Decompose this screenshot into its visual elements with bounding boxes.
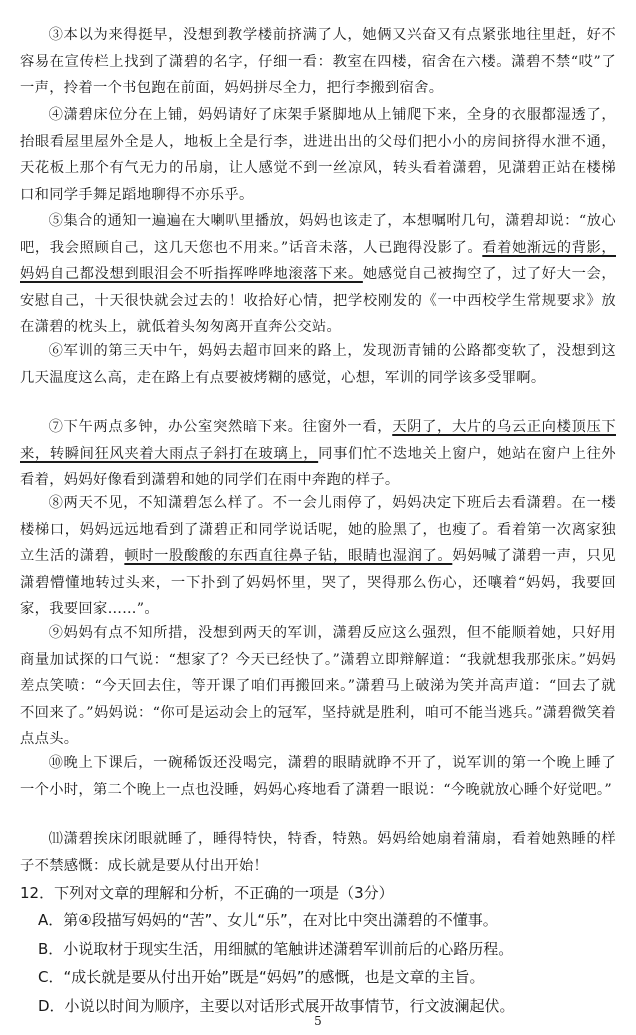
paragraph-8-text-b: 妈妈喊了潇碧一声，只见潇碧懵懂地转过头来，一下扑到了妈妈怀里，哭了，哭得那么伤心，还嚷着“妈妈，我要回家，我要回家……”。 <box>20 548 616 618</box>
question-12-title: 12．下列对文章的理解和分析，不正确的一项是（3分） <box>20 884 394 902</box>
page-number: 5 <box>314 1014 322 1028</box>
option-a[interactable]: A．第④段描写妈妈的“苦”、女儿“乐”，在对比中突出潇碧的不懂事。 <box>38 911 498 929</box>
paragraph-7-text-a: ⑦下午两点多钟，办公室突然暗下来。往窗外一看， <box>48 419 393 435</box>
paragraph-10: ⑩晚上下课后，一碗稀饭还没喝完，潇碧的眼睛就睁不开了，说军训的第一个晚上睡了一个小时，第二个晚上一点也没睡，妈妈心疼地看了潇碧一眼说：“今晚就放心睡个好觉吧。” <box>20 755 616 798</box>
paragraph-5-text-a: ⑤集合的通知一遍遍在大喇叭里播放，妈妈也该走了，本想嘱咐几句，潇碧却说：“放心吧，我会照顾自己，这几天您也不用来。”话音未落，人已跑得没影了。 <box>20 213 616 256</box>
paragraph-7-underlined: 天阴了，大片的乌云正向楼顶压下来，转瞬间狂风夹着大雨点子斜打在玻璃上， <box>20 419 616 462</box>
paragraph-11: ⑾潇碧挨床闭眼就睡了，睡得特快，特香，特熟。妈妈给她扇着蒲扇，看着她熟睡的样子不禁感慨：成长就是要从付出开始！ <box>20 831 616 874</box>
option-d[interactable]: D．小说以时间为顺序，主要以对话形式展开故事情节，行文波澜起伏。 <box>38 996 515 1015</box>
paragraph-8-underlined: 顿时一股酸酸的东西直往鼻子钻，眼睛也湿润了。 <box>124 548 453 565</box>
paragraph-5-underlined: 看着她渐远的背影，妈妈自己都没想到眼泪会不听指挥哗哗地滚落下来。 <box>20 239 616 283</box>
paragraph-8 <box>20 490 616 623</box>
question-12-options <box>38 906 618 1020</box>
paragraph-7 <box>20 414 616 494</box>
option-c[interactable]: C．“成长就是要从付出开始”既是“妈妈”的感慨，也是文章的主旨。 <box>38 968 485 986</box>
option-b[interactable]: B．小说取材于现实生活，用细腻的笔触讲述潇碧军训前后的心路历程。 <box>38 939 514 958</box>
paragraph-4: ④潇碧床位分在上铺，妈妈请好了床架手紧脚地从上铺爬下来，全身的衣服都湿透了，抬眼看屋里屋外全是人，地板上全是行李，进进出出的父母们把小小的房间挤得水泄不通，天花板上那个有气无力的吊扇，让人感觉不到一丝凉风，转头看着潇碧，见潇碧正站在楼梯口和同学手舞足蹈地聊得不亦乐乎。 <box>20 107 616 203</box>
paragraph-6: ⑥军训的第三天中午，妈妈去超市回来的路上，发现沥青铺的公路都变软了，没想到这几天温度这么高，走在路上有点要被烤糊的感觉，心想，军训的同学该多受罪啊。 <box>20 343 616 386</box>
paragraph-7-text-b: 同事们忙不迭地关上窗户，她站在窗户上往外看着，妈妈好像看到潇碧和她的同学们在雨中奔跑的样子。 <box>20 445 616 489</box>
paragraph-9: ⑨妈妈有点不知所措，没想到两天的军训，潇碧反应这么强烈，但不能顺着她，只好用商量加试探的口气说：“想家了？今天已经快了。”潇碧立即辩解道：“我就想我那张床。”妈妈差点笑喷：“今天回去住，等开课了咱们再搬回来。”潇碧马上破涕为笑并高声道：“回去了就不回来了。”妈妈说：“你可是运动会上的冠军，坚持就是胜利，咱可不能当逃兵。”潇碧微笑着点点头。 <box>20 625 616 748</box>
paragraph-5-text-b: 她感觉自己被掏空了，过了好大一会，安慰自己，十天很快就会过去的！收拾好心情，把学校刚发的《一中西校学生常规要求》放在潇碧的枕头上，就低着头匆匆离开直奔公交站。 <box>20 266 616 336</box>
paragraph-3: ③本以为来得挺早，没想到教学楼前挤满了人，她俩又兴奋又有点紧张地往里赶，好不容易在宣传栏上找到了潇碧的名字，仔细一看：教室在四楼，宿舍在六楼。潇碧不禁“哎”了一声，拎着一个书包跑在前面，妈妈拼尽全力，把行李搬到宿舍。 <box>20 27 616 97</box>
paragraph-8-text-a: ⑧两天不见，不知潇碧怎么样了。不一会儿雨停了，妈妈决定下班后去看潇碧。在一楼楼梯口，妈妈远远地看到了潇碧正和同学说话呢，她的脸黑了，也瘦了。看着第一次离家独立生活的潇碧， <box>20 495 616 565</box>
paragraph-5 <box>20 208 616 341</box>
